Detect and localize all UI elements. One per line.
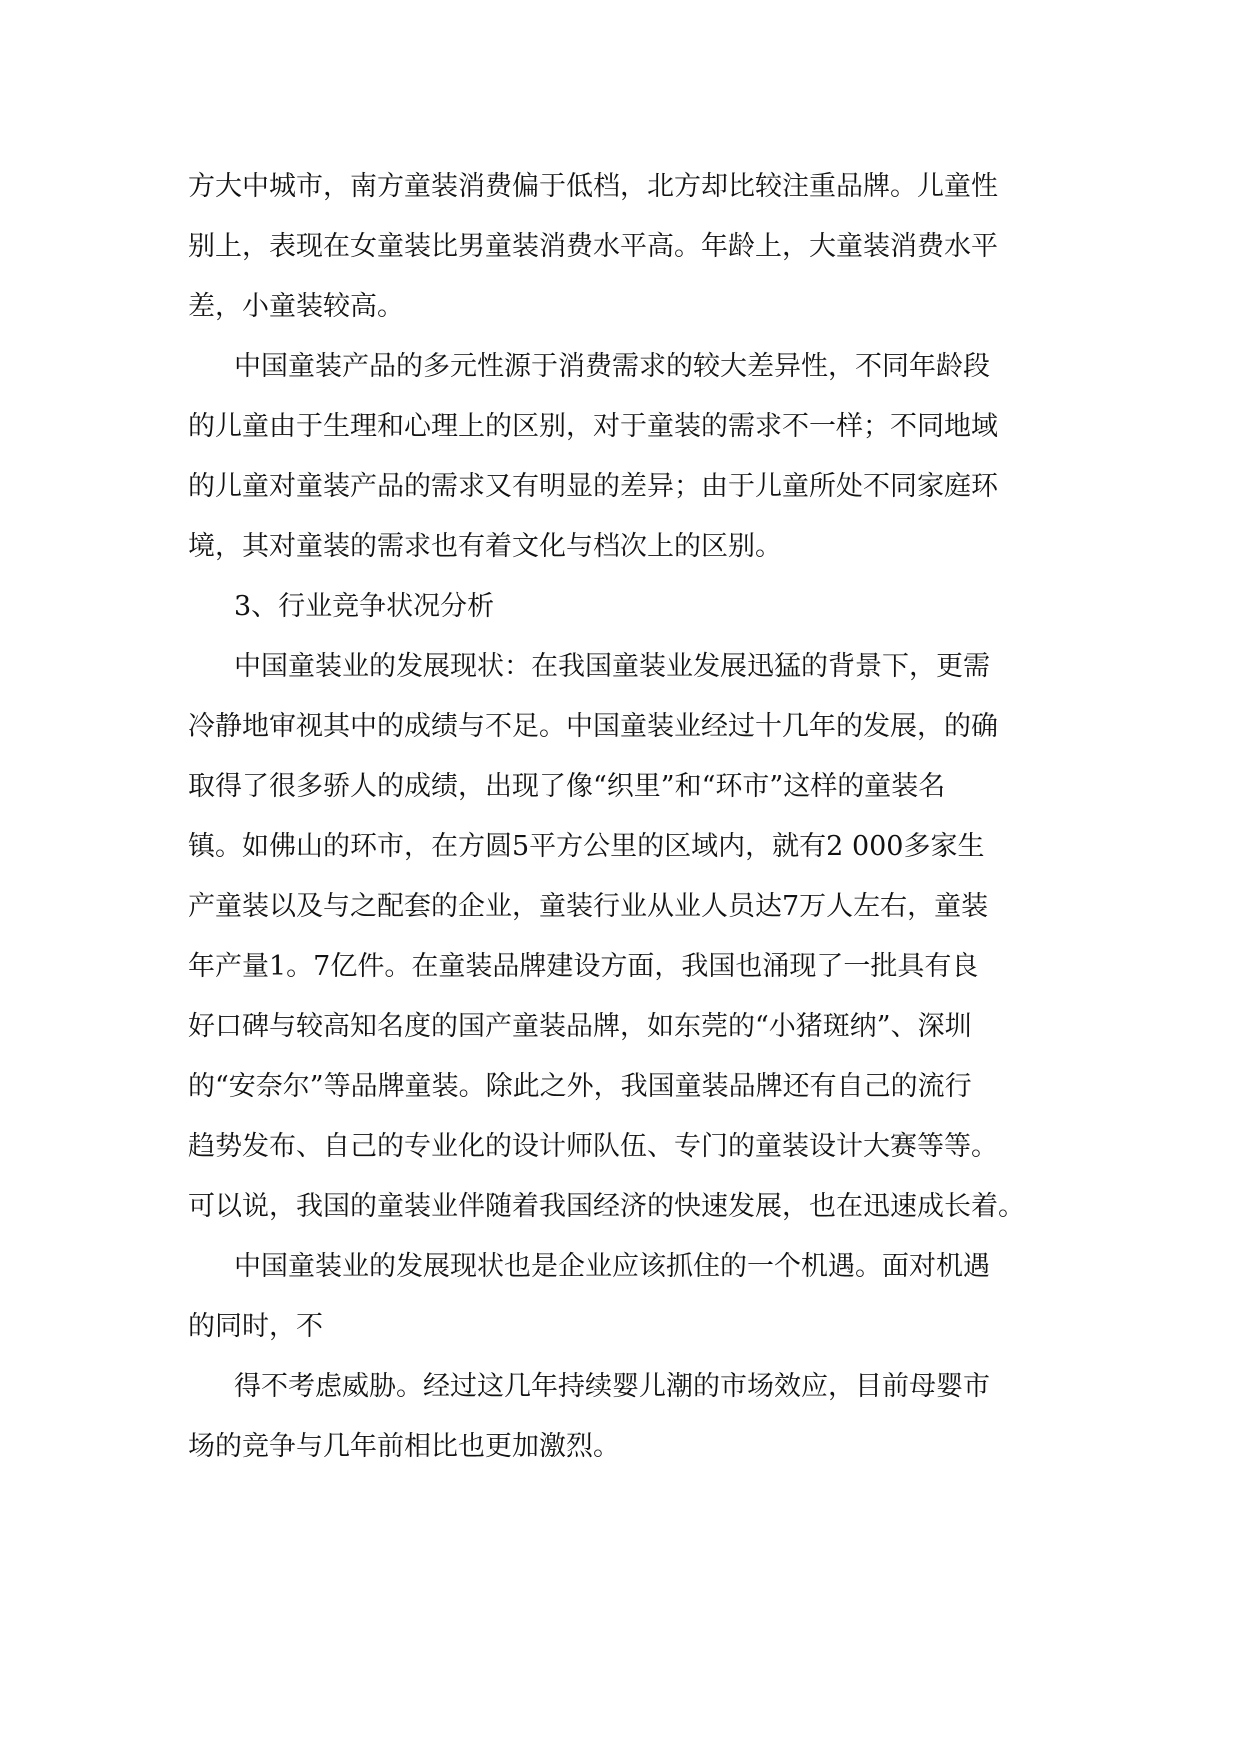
text-line-1: 方大中城市，南方童装消费偏于低档，北方却比较注重品牌。儿童性 — [188, 171, 998, 202]
text-line-14: 年产量1。7亿件。在童装品牌建设方面，我国也涌现了一批具有良 — [188, 951, 979, 982]
text-line-3: 差，小童装较高。 — [188, 291, 404, 322]
text-line-16: 的“安奈尔”等品牌童装。除此之外，我国童装品牌还有自己的流行 — [188, 1071, 972, 1102]
text-line-9: 中国童装业的发展现状：在我国童装业发展迅猛的背景下，更需 — [234, 651, 990, 682]
document-body — [188, 157, 1068, 1477]
text-line-10: 冷静地审视其中的成绩与不足。中国童装业经过十几年的发展，的确 — [188, 711, 998, 742]
text-line-11: 取得了很多骄人的成绩，出现了像“织里”和“环市”这样的童装名 — [188, 771, 946, 802]
text-line-12: 镇。如佛山的环市，在方圆5平方公里的区域内，就有2 000多家生 — [188, 831, 985, 862]
text-line-2: 别上，表现在女童装比男童装消费水平高。年龄上，大童装消费水平 — [188, 231, 998, 262]
text-line-7: 境，其对童装的需求也有着文化与档次上的区别。 — [188, 531, 782, 562]
text-line-6: 的儿童对童装产品的需求又有明显的差异；由于儿童所处不同家庭环 — [188, 471, 998, 502]
text-line-19: 中国童装业的发展现状也是企业应该抓住的一个机遇。面对机遇 — [234, 1251, 990, 1282]
text-line-17: 趋势发布、自己的专业化的设计师队伍、专门的童装设计大赛等等。 — [188, 1131, 998, 1162]
text-line-15: 好口碑与较高知名度的国产童装品牌，如东莞的“小猪斑纳”、深圳 — [188, 1011, 972, 1042]
text-line-20: 的同时，不 — [188, 1311, 323, 1342]
text-line-18: 可以说，我国的童装业伴随着我国经济的快速发展，也在迅速成长着。 — [188, 1191, 1025, 1222]
text-line-22: 场的竞争与几年前相比也更加激烈。 — [188, 1431, 620, 1462]
section-heading: 3、行业竞争状况分析 — [234, 591, 495, 622]
text-line-5: 的儿童由于生理和心理上的区别，对于童装的需求不一样；不同地域 — [188, 411, 998, 442]
text-line-13: 产童装以及与之配套的企业，童装行业从业人员达7万人左右，童装 — [188, 891, 989, 922]
text-line-4: 中国童装产品的多元性源于消费需求的较大差异性，不同年龄段 — [234, 351, 990, 382]
text-line-21: 得不考虑威胁。经过这几年持续婴儿潮的市场效应，目前母婴市 — [234, 1371, 990, 1402]
